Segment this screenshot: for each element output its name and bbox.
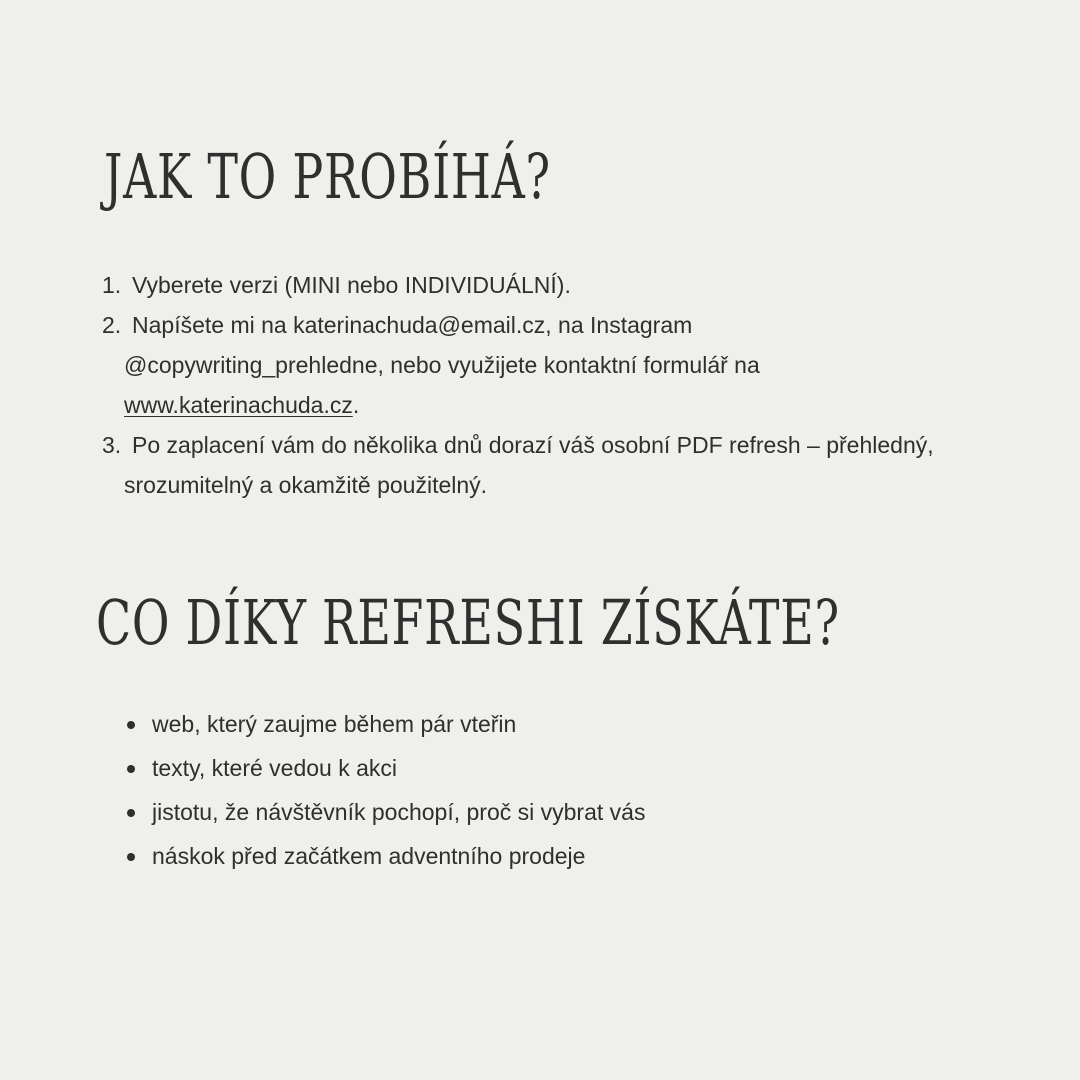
bullet-icon <box>127 853 135 861</box>
step-text-continued: srozumitelný a okamžitě použitelný. <box>124 472 488 498</box>
process-step <box>102 265 1042 305</box>
benefit-item <box>127 790 1027 834</box>
step-number: 2. <box>102 312 122 338</box>
benefit-text: texty, které vedou k akci <box>152 755 398 781</box>
section-title-process: JAK TO PROBÍHÁ? <box>104 140 551 213</box>
benefit-item <box>127 834 1027 878</box>
step-number: 1. <box>102 272 122 298</box>
step-text: Po zaplacení vám do několika dnů dorazí váš osobní PDF refresh – přehledný, <box>132 432 934 458</box>
link-suffix: . <box>352 392 360 418</box>
bullet-icon <box>127 721 135 729</box>
step-text-continued: @copywriting_prehledne, nebo využijete kontaktní formulář na <box>124 352 760 378</box>
benefit-item <box>127 746 1027 790</box>
step-text-link-line <box>124 385 1042 425</box>
process-step <box>102 425 1042 505</box>
bullet-icon <box>127 809 135 817</box>
process-step <box>102 305 1042 425</box>
website-link[interactable]: www.katerinachuda.cz <box>124 392 353 418</box>
step-text: Vyberete verzi (MINI nebo INDIVIDUÁLNÍ). <box>132 272 571 298</box>
benefit-item <box>127 702 1027 746</box>
step-text: Napíšete mi na katerinachuda@email.cz, na Instagram <box>132 312 693 338</box>
bullet-icon <box>127 765 135 773</box>
section-title-benefits: CO DÍKY REFRESHI ZÍSKÁTE? <box>96 586 840 659</box>
process-steps-list <box>102 265 1042 505</box>
benefit-text: web, který zaujme během pár vteřin <box>152 711 517 737</box>
benefit-text: náskok před začátkem adventního prodeje <box>152 843 586 869</box>
benefits-list <box>127 702 1027 878</box>
benefit-text: jistotu, že návštěvník pochopí, proč si vybrat vás <box>152 799 646 825</box>
step-number: 3. <box>102 432 122 458</box>
